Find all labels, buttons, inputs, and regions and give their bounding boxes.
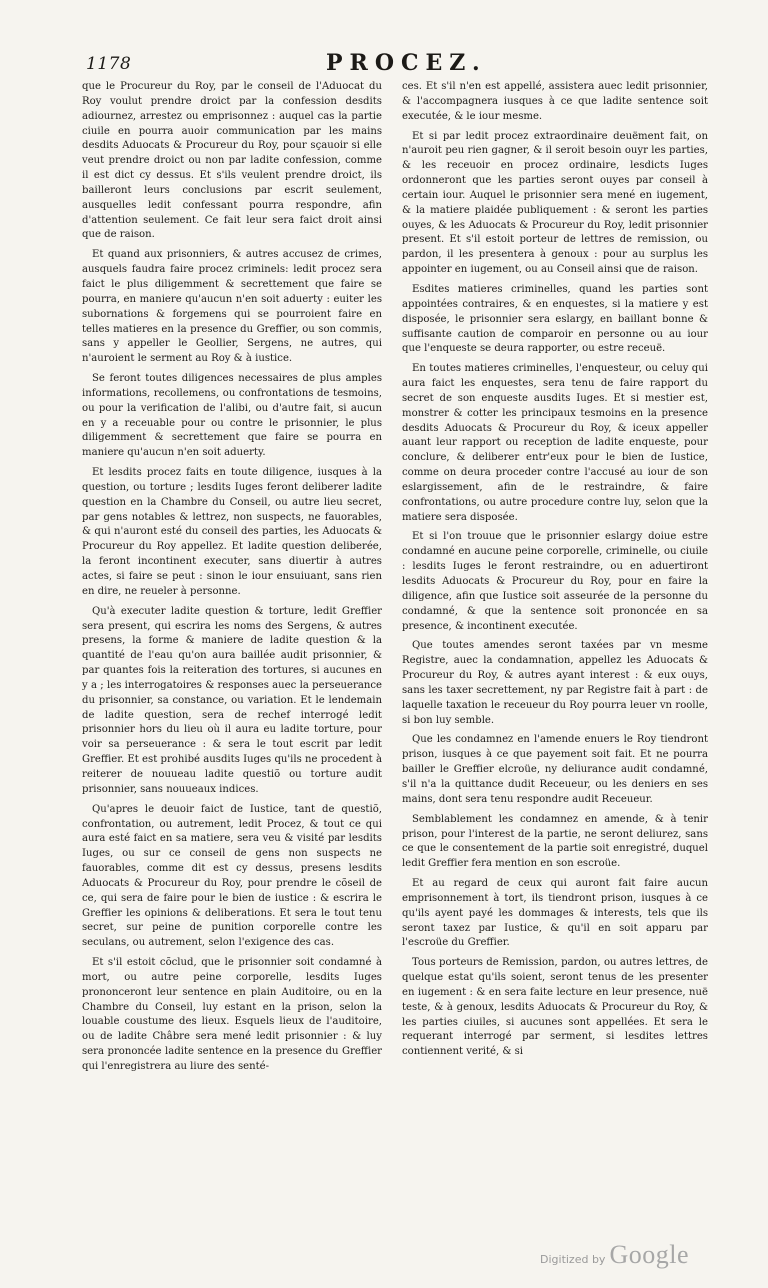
watermark-prefix: Digitized by — [540, 1253, 606, 1266]
paragraph: ces. Et s'il n'en est appellé, assistera auec ledit prisonnier, & l'accompagnera iusques à ce que ladite sentence soit executée, & le iour mesme. — [402, 81, 708, 122]
paragraph: Que toutes amendes seront taxées par vn mesme Registre, auec la condamnation, appellez les Aduocats & Procureur du Roy, & autres ayant interest : & eux ouys, sans les taxer secrettement, ny par Registre fait à part : de laquelle taxation le receueur du Roy pourra leuer vn roolle, si bon luy semble. — [402, 640, 708, 726]
running-title: PROCEZ. — [326, 50, 487, 76]
paragraph: Esdites matieres criminelles, quand les parties sont appointées contraires, & en enquestes, si la matiere y est disposée, le prisonnier sera eslargy, en baillant bonne & suffisante caution de comparoir en personne ou au iour que l'enqueste se deura rapporter, ou estre receuë. — [402, 283, 708, 355]
watermark-brand: Google — [609, 1240, 689, 1269]
paragraph: Que les condamnez en l'amende enuers le Roy tiendront prison, iusques à ce que payement soit fait. Et ne pourra bailler le Greffier elcroüe, ny deliurance audit condamné, s'il n'a la quittance dudit Receueur, ou les deniers en ses mains, dont sera tenu respondre audit Receueur. — [402, 734, 708, 805]
left-column — [82, 80, 382, 1180]
paragraph: Et au regard de ceux qui auront fait faire aucun emprisonnement à tort, ils tiendront prison, iusques à ce qu'ils ayent payé les dommages & interests, tels que ils seront taxez par Iustice, & qu'il en soit apparu par l'escroüe du Greffier. — [402, 878, 708, 949]
paragraph: que le Procureur du Roy, par le conseil de l'Aduocat du Roy voulut prendre droict par la confession desdits adiournez, arrestez ou emprisonnez : auquel cas la partie ciuile en pourra auoir communication par les mains desdits Aduocats & Procureur du Roy, pour sçauoir si elle veut prendre droict ou non par ladite confession, comme il est dict cy dessus. Et s'ils veulent prendre droict, ils bailleront leurs conclusions par escrit seulement, ausquelles ledit confessant pourra respondre, afin d'attention seulement. Ce fait leur sera faict droit ainsi que de raison. — [82, 81, 382, 241]
paragraph: Semblablement les condamnez en amende, & à tenir prison, pour l'interest de la partie, ne seront deliurez, sans ce que le consentement de la partie soit enregistré, duquel ledit Greffier fera mention en son escroüe. — [402, 813, 708, 870]
paragraph: Et lesdits procez faits en toute diligence, iusques à la question, ou torture ; lesdits Iuges feront deliberer ladite question en la Chambre du Conseil, ou autre lieu secret, par gens notables & lettrez, non suspects, ne fauorables, & qui n'auront esté du conseil des parties, les Aduocats & Procureur du Roy appellez. Et ladite question deliberée, la feront incontinent executer, sans diuertir à autres actes, si faire se peut : sinon le iour ensuiuant, sans rien en dire, ne reueler à personne. — [82, 467, 382, 597]
paragraph: Se feront toutes diligences necessaires de plus amples informations, recollemens, ou confrontations de tesmoins, ou pour la verification de l'alibi, ou d'autre fait, si aucun en y a receuable pour ou contre le prisonnier, le plus diligemment & secrettement que faire se pourra en maniere qu'aucun n'en soit aduerty. — [82, 373, 382, 459]
paragraph: Et quand aux prisonniers, & autres accusez de crimes, ausquels faudra faire procez criminels: ledit procez sera faict le plus diligemment & secrettement que faire se pourra, en maniere qu'aucun n'en soit aduerty : euiter les subornations & forgemens qui se pourroient faire en telles matieres en la presence du Greffier, ou son commis, sans y appeller le Geollier, Sergens, ne autres, qui n'auroient le serment au Roy & à iustice. — [82, 249, 382, 365]
digitization-watermark — [540, 1240, 689, 1270]
paragraph: Tous porteurs de Remission, pardon, ou autres lettres, de quelque estat qu'ils soient, seront tenus de les presenter en iugement : & en sera faite lecture en leur presence, nuë teste, & à genoux, lesdits Aduocats & Procureur du Roy, & les parties ciuiles, si aucunes sont appellées. Et sera le requerant interrogé par serment, si lesdites lettres contiennent verité, & si — [402, 957, 708, 1058]
right-column — [402, 80, 708, 1180]
paragraph: Qu'à executer ladite question & torture, ledit Greffier sera present, qui escrira les noms des Sergens, & autres presens, la forme & maniere de ladite question & la quantité de l'eau qu'on aura baillée audit prisonnier, & par quantes fois la reiteration des tortures, si aucunes en y a ; les interrogatoires & responses auec la perseuerance du prisonnier, sa constance, ou variation. Et le lendemain de ladite question, sera de rechef interrogé ledit prisonnier hors du lieu où il aura eu ladite torture, pour voir sa perseuerance : & sera le tout escrit par ledit Greffier. Et est prohibé ausdits Iuges qu'ils ne procedent à reiterer de nouueau ladite questiõ ou torture audit prisonnier, sans nouueaux indices. — [82, 605, 382, 795]
paragraph: Et si l'on trouue que le prisonnier eslargy doiue estre condamné en aucune peine corporelle, criminelle, ou ciuile : lesdits Iuges le feront restraindre, ou en aduertiront lesdits Aduocats & Procureur du Roy, pour en faire la diligence, afin que Iustice soit asseurée de la personne du condamné, & que la sentence soit prononcée en sa presence, & incontinent executée. — [402, 531, 708, 632]
paragraph: En toutes matieres criminelles, l'enquesteur, ou celuy qui aura faict les enquestes, sera tenu de faire rapport du secret de son enqueste ausdits Iuges. Et si mestier est, monstrer & cotter les principaux tesmoins en la presence desdits Aduocats & Procureur du Roy, & iceux appeller auant leur rapport ou reception de ladite enqueste, pour conclure, & deliberer entr'eux pour le bien de Iustice, comme on deura proceder contre l'accusé au iour de son eslargissement, afin de le restraindre, & faire confrontations, ou autre procedure contre luy, selon que la matiere sera disposée. — [402, 363, 708, 523]
page-header — [86, 50, 692, 78]
page-number: 1178 — [86, 54, 132, 74]
paragraph: Qu'apres le deuoir faict de Iustice, tant de questiõ, confrontation, ou autrement, ledit Procez, & tout ce qui aura esté faict en sa matiere, sera veu & visité par lesdits Iuges, ou sur ce conseil de gens non suspects ne fauorables, comme dit est cy dessus, presens lesdits Aduocats & Procureur du Roy, pour prendre le cõseil de ce, qui sera de faire pour le bien de iustice : & escrira le Greffier les opinions & deliberations. Et sera le tout tenu secret, sur peine de punition corporelle contre les seculans, ou autrement, selon l'exigence des cas. — [82, 803, 382, 949]
paragraph: Et si par ledit procez extraordinaire deuëment fait, on n'auroit peu rien gagner, & il seroit besoin ouyr les parties, & les receuoir en procez ordinaire, lesdicts Iuges ordonneront que les parties seront ouyes par conseil à certain iour. Auquel le prisonnier sera mené en iugement, & la matiere plaidée publiquement : & seront les parties ouyes, & les Aduocats & Procureur du Roy, ledit prisonnier present. Et s'il estoit porteur de lettres de remission, ou pardon, il les presentera à genoux : pour au surplus les appointer en iugement, ou au Conseil ainsi que de raison. — [402, 130, 708, 276]
paragraph: Et s'il estoit cõclud, que le prisonnier soit condamné à mort, ou autre peine corporelle, lesdits Iuges prononceront leur sentence en plain Auditoire, ou en la Chambre du Conseil, luy estant en la prison, selon la louable coustume des lieux. Esquels lieux de l'auditoire, ou de ladite Châbre sera mené ledit prisonnier : & luy sera prononcée ladite sentence en la presence du Greffier qui l'enregistrera au liure des senté- — [82, 957, 382, 1072]
